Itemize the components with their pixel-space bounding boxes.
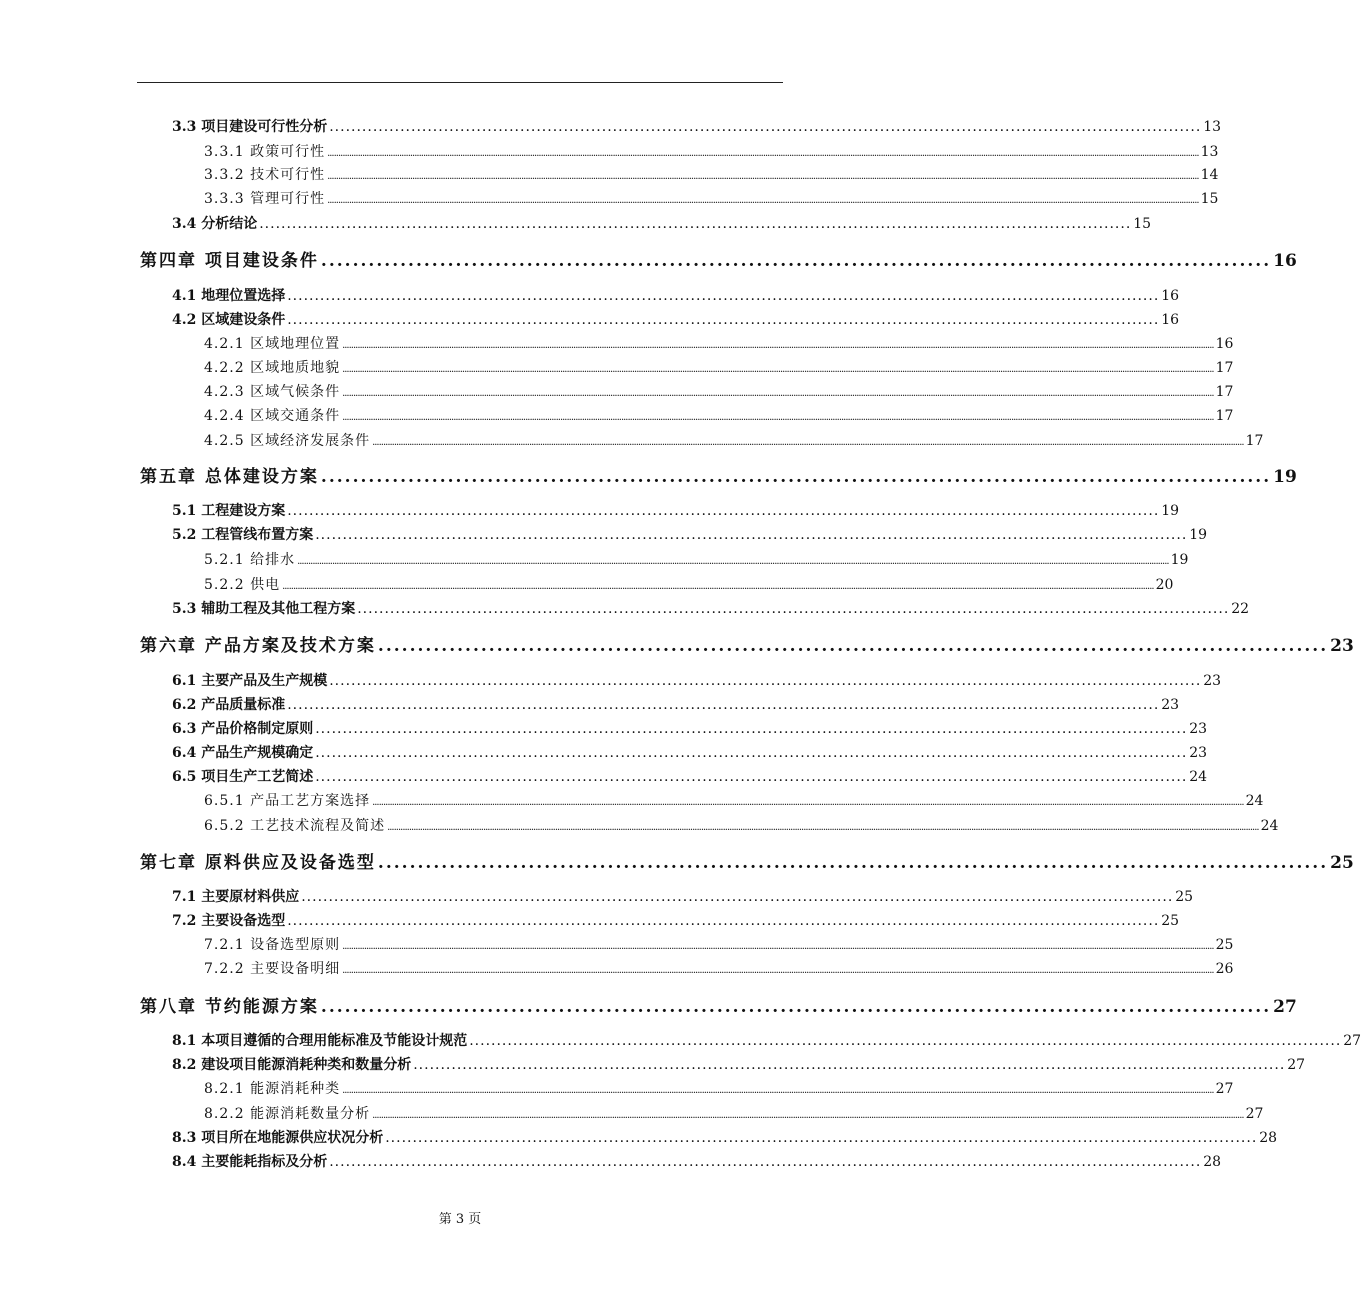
toc-entry-title: 6.2 产品质量标准 <box>172 697 286 713</box>
toc-dot-leader: ................................................................................................................................................................ <box>287 288 1160 304</box>
toc-entry-sub[interactable] <box>204 188 1219 208</box>
toc-entry-title: 6.5.2 工艺技术流程及简述 <box>204 818 386 834</box>
toc-entry-page: 25 <box>1215 937 1234 953</box>
toc-entry-title: 4.2.3 区域气候条件 <box>204 384 341 400</box>
toc-dot-leader: ................................................................................................................................................................................................................................................................................................................................................................................................................ <box>327 195 1199 206</box>
toc-entry-section[interactable] <box>172 718 1208 738</box>
toc-entry-title: 8.4 主要能耗指标及分析 <box>172 1154 328 1170</box>
toc-dot-leader: ................................................................................................................................................................ <box>287 503 1160 519</box>
toc-entry-sub[interactable] <box>204 430 1264 450</box>
toc-entry-chapter[interactable] <box>140 246 1297 271</box>
toc-entry-page: 28 <box>1259 1130 1278 1146</box>
toc-entry-page: 24 <box>1189 769 1208 785</box>
toc-entry-section[interactable] <box>172 886 1194 906</box>
toc-dot-leader: ........................................................................................................................ <box>320 467 1272 487</box>
toc-entry-title: 4.2 区域建设条件 <box>172 312 286 328</box>
toc-entry-page: 23 <box>1203 673 1222 689</box>
toc-dot-leader: ................................................................................................................................................................ <box>315 745 1188 761</box>
toc-dot-leader: ................................................................................................................................................................................................................................................................................................................................................................................................................ <box>342 1085 1214 1096</box>
toc-entry-sub[interactable] <box>204 381 1234 401</box>
toc-entry-title: 8.2.2 能源消耗数量分析 <box>204 1106 371 1122</box>
toc-entry-sub[interactable] <box>204 549 1189 569</box>
toc-entry-title: 3.3.2 技术可行性 <box>204 167 326 183</box>
toc-entry-page: 17 <box>1215 384 1234 400</box>
toc-entry-page: 24 <box>1245 793 1264 809</box>
toc-entry-title: 6.5.1 产品工艺方案选择 <box>204 793 371 809</box>
toc-entry-page: 17 <box>1245 433 1264 449</box>
toc-dot-leader: ................................................................................................................................................................ <box>329 1154 1202 1170</box>
toc-entry-section[interactable] <box>172 742 1208 762</box>
toc-dot-leader: ................................................................................................................................................................................................................................................................................................................................................................................................................ <box>327 171 1199 182</box>
toc-entry-page: 23 <box>1189 745 1208 761</box>
toc-entry-title: 4.1 地理位置选择 <box>172 288 286 304</box>
toc-dot-leader: ................................................................................................................................................................ <box>385 1130 1258 1146</box>
toc-dot-leader: ........................................................................................................................ <box>377 853 1329 873</box>
toc-entry-title: 6.1 主要产品及生产规模 <box>172 673 328 689</box>
toc-dot-leader: ................................................................................................................................................................ <box>329 119 1202 135</box>
toc-entry-sub[interactable] <box>204 1078 1234 1098</box>
toc-entry-chapter[interactable] <box>140 631 1354 656</box>
toc-dot-leader: ................................................................................................................................................................ <box>287 312 1160 328</box>
toc-entry-title: 8.2 建设项目能源消耗种类和数量分析 <box>172 1057 412 1073</box>
toc-entry-title: 8.2.1 能源消耗种类 <box>204 1081 341 1097</box>
toc-entry-title: 3.4 分析结论 <box>172 216 258 232</box>
toc-entry-section[interactable] <box>172 1151 1222 1171</box>
toc-entry-sub[interactable] <box>204 958 1234 978</box>
toc-entry-page: 17 <box>1215 408 1234 424</box>
toc-dot-leader: ................................................................................................................................................................ <box>287 913 1160 929</box>
toc-entry-page: 19 <box>1161 503 1180 519</box>
toc-entry-sub[interactable] <box>204 574 1174 594</box>
toc-dot-leader: ................................................................................................................................................................................................................................................................................................................................................................................................................ <box>342 965 1214 976</box>
toc-entry-page: 23 <box>1189 721 1208 737</box>
toc-dot-leader: ................................................................................................................................................................ <box>469 1033 1342 1049</box>
toc-dot-leader: ................................................................................................................................................................................................................................................................................................................................................................................................................ <box>372 797 1244 808</box>
toc-entry-title: 第五章 总体建设方案 <box>140 467 319 487</box>
toc-entry-title: 8.3 项目所在地能源供应状况分析 <box>172 1130 384 1146</box>
toc-entry-section[interactable] <box>172 1030 1361 1050</box>
toc-entry-section[interactable] <box>172 766 1208 786</box>
toc-entry-title: 第四章 项目建设条件 <box>140 251 319 271</box>
toc-entry-sub[interactable] <box>204 815 1279 835</box>
toc-entry-title: 6.4 产品生产规模确定 <box>172 745 314 761</box>
toc-entry-title: 第六章 产品方案及技术方案 <box>140 636 376 656</box>
toc-entry-section[interactable] <box>172 694 1180 714</box>
toc-entry-title: 6.3 产品价格制定原则 <box>172 721 314 737</box>
toc-entry-page: 13 <box>1200 144 1219 160</box>
toc-entry-title: 5.1 工程建设方案 <box>172 503 286 519</box>
toc-entry-title: 7.2.2 主要设备明细 <box>204 961 341 977</box>
toc-entry-page: 27 <box>1215 1081 1234 1097</box>
toc-entry-sub[interactable] <box>204 790 1264 810</box>
toc-entry-sub[interactable] <box>204 164 1219 184</box>
toc-entry-page: 15 <box>1200 191 1219 207</box>
toc-entry-title: 5.2.1 给排水 <box>204 552 296 568</box>
toc-entry-chapter[interactable] <box>140 992 1297 1017</box>
toc-dot-leader: ................................................................................................................................................................................................................................................................................................................................................................................................................ <box>297 556 1169 567</box>
toc-entry-page: 16 <box>1273 251 1297 271</box>
toc-entry-title: 7.2.1 设备选型原则 <box>204 937 341 953</box>
toc-entry-page: 14 <box>1200 167 1219 183</box>
toc-dot-leader: ................................................................................................................................................................................................................................................................................................................................................................................................................ <box>372 1110 1244 1121</box>
toc-entry-section[interactable] <box>172 285 1180 305</box>
toc-dot-leader: ................................................................................................................................................................................................................................................................................................................................................................................................................ <box>342 412 1214 423</box>
toc-entry-section[interactable] <box>172 309 1180 329</box>
toc-dot-leader: ................................................................................................................................................................ <box>357 601 1230 617</box>
toc-entry-sub[interactable] <box>204 405 1234 425</box>
toc-entry-page: 27 <box>1287 1057 1306 1073</box>
toc-entry-section[interactable] <box>172 116 1222 136</box>
toc-entry-sub[interactable] <box>204 1103 1264 1123</box>
toc-entry-section[interactable] <box>172 500 1180 520</box>
toc-entry-page: 19 <box>1189 527 1208 543</box>
toc-dot-leader: ................................................................................................................................................................................................................................................................................................................................................................................................................ <box>342 941 1214 952</box>
toc-entry-sub[interactable] <box>204 357 1234 377</box>
toc-entry-title: 7.1 主要原材料供应 <box>172 889 300 905</box>
toc-entry-page: 19 <box>1170 552 1189 568</box>
toc-entry-section[interactable] <box>172 524 1208 544</box>
toc-dot-leader: ................................................................................................................................................................ <box>315 769 1188 785</box>
toc-dot-leader: ................................................................................................................................................................................................................................................................................................................................................................................................................ <box>342 388 1214 399</box>
toc-entry-page: 20 <box>1155 577 1174 593</box>
toc-entry-page: 26 <box>1215 961 1234 977</box>
toc-entry-section[interactable] <box>172 1127 1278 1147</box>
toc-entry-page: 28 <box>1203 1154 1222 1170</box>
toc-entry-section[interactable] <box>172 213 1152 233</box>
toc-dot-leader: ................................................................................................................................................................ <box>315 721 1188 737</box>
toc-dot-leader: ................................................................................................................................................................................................................................................................................................................................................................................................................ <box>342 340 1214 351</box>
toc-entry-page: 13 <box>1203 119 1222 135</box>
toc-entry-chapter[interactable] <box>140 848 1354 873</box>
toc-entry-sub[interactable] <box>204 333 1234 353</box>
toc-entry-title: 4.2.2 区域地质地貌 <box>204 360 341 376</box>
toc-dot-leader: ................................................................................................................................................................ <box>259 216 1132 232</box>
toc-entry-page: 16 <box>1161 288 1180 304</box>
toc-dot-leader: ................................................................................................................................................................ <box>315 527 1188 543</box>
toc-dot-leader: ................................................................................................................................................................................................................................................................................................................................................................................................................ <box>282 581 1154 592</box>
toc-entry-page: 16 <box>1215 336 1234 352</box>
toc-dot-leader: ................................................................................................................................................................ <box>287 697 1160 713</box>
toc-entry-title: 5.2 工程管线布置方案 <box>172 527 314 543</box>
toc-dot-leader: ................................................................................................................................................................................................................................................................................................................................................................................................................ <box>387 822 1259 833</box>
toc-entry-page: 22 <box>1231 601 1250 617</box>
toc-dot-leader: ................................................................................................................................................................................................................................................................................................................................................................................................................ <box>372 437 1244 448</box>
toc-entry-page: 23 <box>1330 636 1354 656</box>
toc-entry-title: 4.2.5 区域经济发展条件 <box>204 433 371 449</box>
toc-dot-leader: ........................................................................................................................ <box>320 251 1272 271</box>
toc-dot-leader: ........................................................................................................................ <box>377 636 1329 656</box>
toc-entry-section[interactable] <box>172 910 1180 930</box>
toc-dot-leader: ................................................................................................................................................................ <box>413 1057 1286 1073</box>
toc-entry-title: 5.2.2 供电 <box>204 577 281 593</box>
page-number: 第 3 页 <box>438 1212 482 1227</box>
toc-entry-section[interactable] <box>172 598 1250 618</box>
toc-entry-title: 8.1 本项目遵循的合理用能标准及节能设计规范 <box>172 1033 468 1049</box>
toc-entry-page: 15 <box>1133 216 1152 232</box>
toc-entry-title: 第七章 原料供应及设备选型 <box>140 853 376 873</box>
toc-entry-sub[interactable] <box>204 934 1234 954</box>
toc-entry-page: 24 <box>1260 818 1279 834</box>
toc-entry-page: 25 <box>1161 913 1180 929</box>
toc-entry-page: 27 <box>1273 997 1297 1017</box>
toc-entry-page: 25 <box>1330 853 1354 873</box>
toc-entry-title: 3.3.1 政策可行性 <box>204 144 326 160</box>
toc-entry-page: 17 <box>1215 360 1234 376</box>
toc-entry-page: 27 <box>1343 1033 1361 1049</box>
toc-entry-section[interactable] <box>172 670 1222 690</box>
toc-entry-title: 6.5 项目生产工艺简述 <box>172 769 314 785</box>
toc-entry-chapter[interactable] <box>140 462 1297 487</box>
toc-entry-page: 19 <box>1273 467 1297 487</box>
toc-dot-leader: ................................................................................................................................................................ <box>301 889 1174 905</box>
toc-dot-leader: ................................................................................................................................................................ <box>329 673 1202 689</box>
toc-entry-title: 第八章 节约能源方案 <box>140 997 319 1017</box>
toc-entry-page: 25 <box>1175 889 1194 905</box>
toc-entry-section[interactable] <box>172 1054 1306 1074</box>
toc-entry-title: 4.2.4 区域交通条件 <box>204 408 341 424</box>
header-rule <box>137 82 783 83</box>
toc-entry-title: 3.3.3 管理可行性 <box>204 191 326 207</box>
toc-dot-leader: ................................................................................................................................................................................................................................................................................................................................................................................................................ <box>327 148 1199 159</box>
toc-entry-page: 16 <box>1161 312 1180 328</box>
toc-entry-title: 4.2.1 区域地理位置 <box>204 336 341 352</box>
toc-entry-title: 3.3 项目建设可行性分析 <box>172 119 328 135</box>
toc-entry-page: 23 <box>1161 697 1180 713</box>
toc-entry-page: 27 <box>1245 1106 1264 1122</box>
toc-dot-leader: ................................................................................................................................................................................................................................................................................................................................................................................................................ <box>342 364 1214 375</box>
toc-entry-title: 7.2 主要设备选型 <box>172 913 286 929</box>
toc-entry-title: 5.3 辅助工程及其他工程方案 <box>172 601 356 617</box>
toc-dot-leader: ........................................................................................................................ <box>320 997 1272 1017</box>
toc-entry-sub[interactable] <box>204 141 1219 161</box>
